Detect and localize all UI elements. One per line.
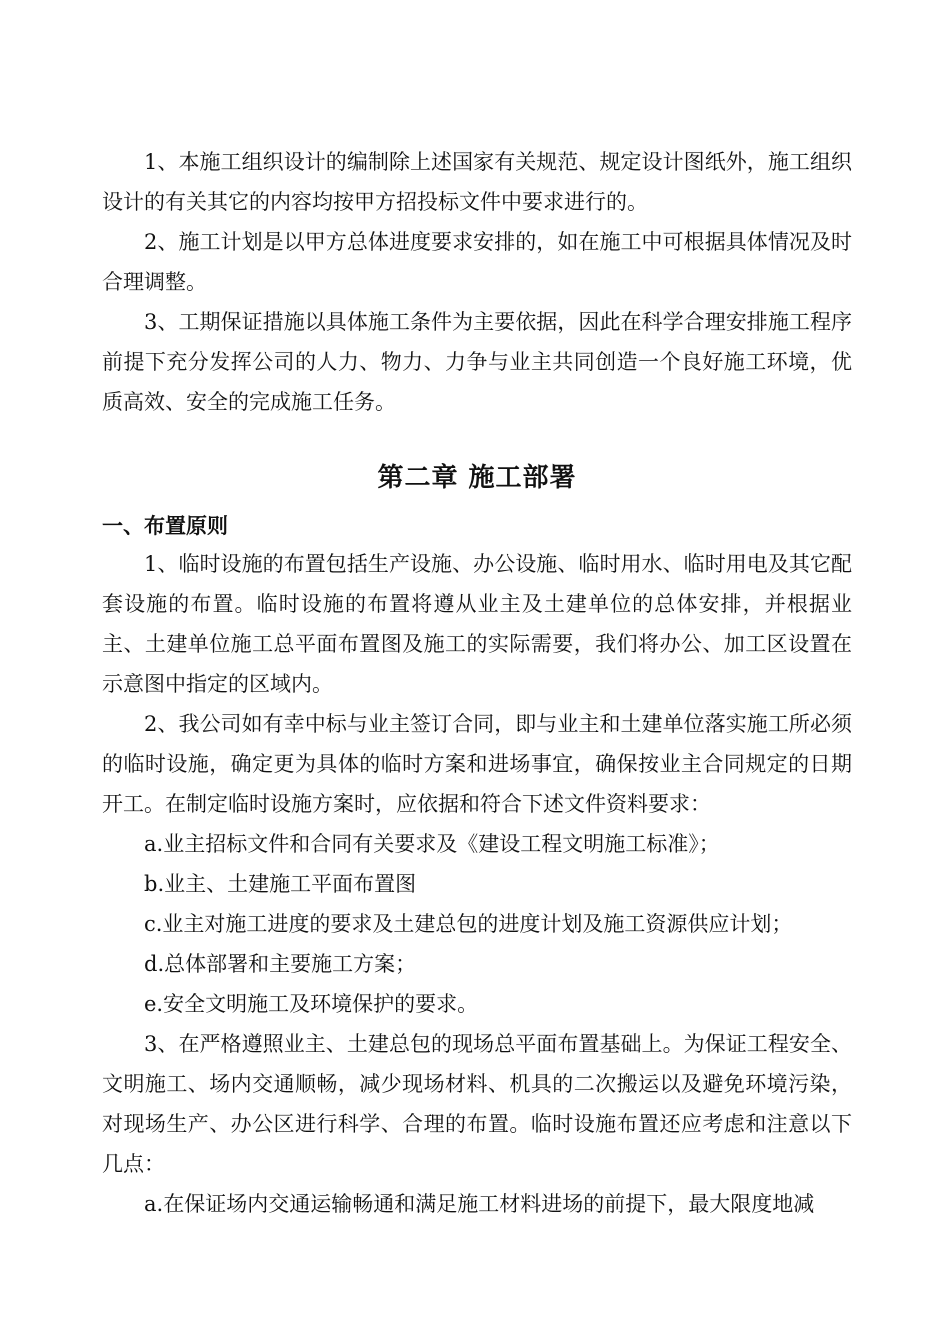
list-item-b: b.业主、土建施工平面布置图: [144, 872, 417, 896]
document-body: [102, 142, 852, 1224]
list-item-a: a.业主招标文件和合同有关要求及《建设工程文明施工标准》；: [144, 832, 720, 856]
list-item-c: c.业主对施工进度的要求及土建总包的进度计划及施工资源供应计划；: [144, 912, 793, 936]
list-item-e: e.安全文明施工及环境保护的要求。: [144, 992, 479, 1016]
intro-paragraph-3: 3、工期保证措施以具体施工条件为主要依据，因此在科学合理安排施工程序前提下充分发挥公司的人力、物力、力争与业主共同创造一个良好施工环境，优质高效、安全的完成施工任务。: [102, 310, 852, 414]
section-heading: 一、布置原则: [102, 513, 228, 538]
chapter-title: 第二章 施工部署: [377, 463, 577, 493]
section-paragraph-2: 2、我公司如有幸中标与业主签订合同，即与业主和土建单位落实施工所必须的临时设施，确定更为具体的临时方案和进场事宜，确保按业主合同规定的日期开工。在制定临时设施方案时，应依据和符合下述文件资料要求：: [102, 712, 852, 816]
list-item-a-continued: a.在保证场内交通运输畅通和满足施工材料进场的前提下，最大限度地减: [144, 1192, 815, 1216]
intro-paragraph-2: 2、施工计划是以甲方总体进度要求安排的，如在施工中可根据具体情况及时合理调整。: [102, 230, 852, 294]
intro-paragraph-1: 1、本施工组织设计的编制除上述国家有关规范、规定设计图纸外，施工组织设计的有关其它的内容均按甲方招投标文件中要求进行的。: [102, 150, 852, 214]
section-paragraph-1: 1、临时设施的布置包括生产设施、办公设施、临时用水、临时用电及其它配套设施的布置。临时设施的布置将遵从业主及土建单位的总体安排，并根据业主、土建单位施工总平面布置图及施工的实际需要，我们将办公、加工区设置在示意图中指定的区域内。: [102, 552, 852, 696]
list-item-d: d.总体部署和主要施工方案；: [144, 952, 417, 976]
section-paragraph-3: 3、在严格遵照业主、土建总包的现场总平面布置基础上。为保证工程安全、文明施工、场内交通顺畅，减少现场材料、机具的二次搬运以及避免环境污染，对现场生产、办公区进行科学、合理的布置。临时设施布置还应考虑和注意以下几点：: [102, 1032, 852, 1176]
